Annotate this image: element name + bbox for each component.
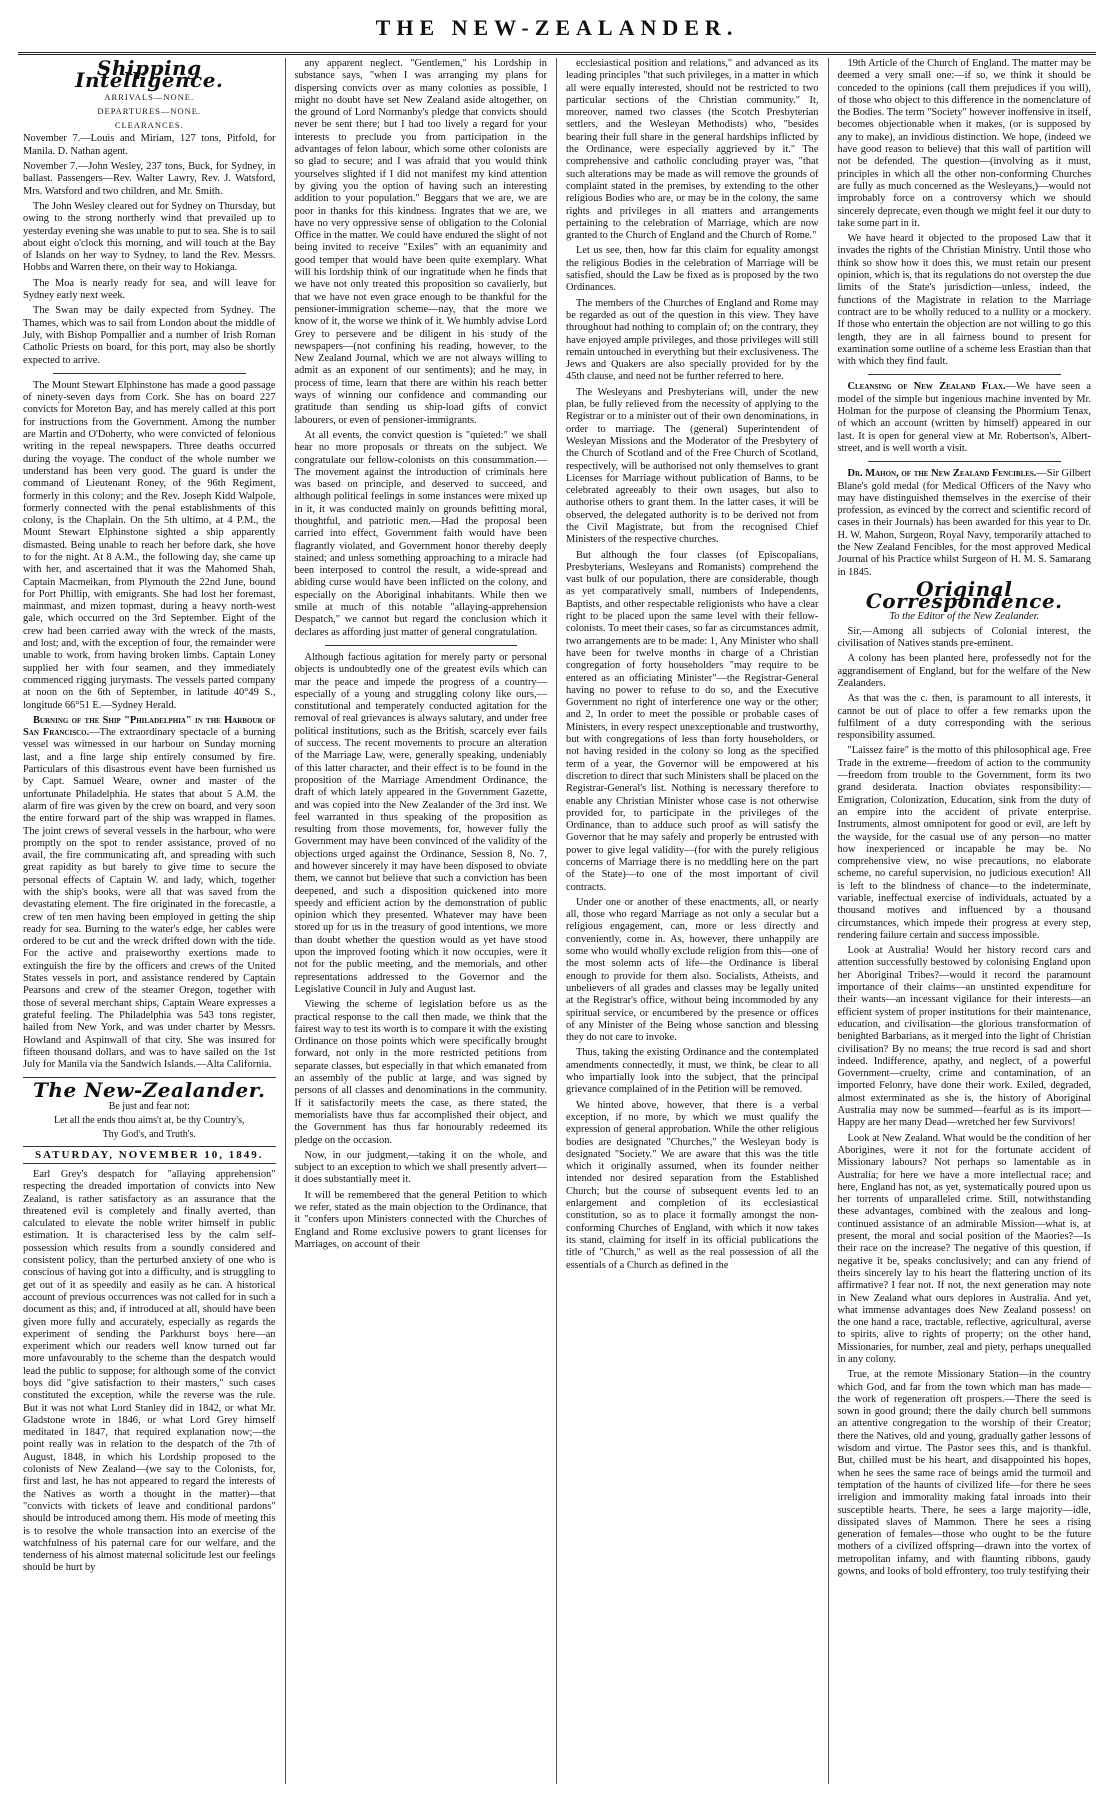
runin-heading: Burning of the Ship "Philadelphia" in the Harbour of San Francisco. bbox=[23, 714, 276, 739]
letter-paragraph: Look at New Zealand. What would be the condition of her Aborigines, were it not for the fortunate accident of Missionary labours? Not perhaps so lamentable as in Australia; for here we have a more intellectual race; and here, England has not, as yet, systematically poured upon us her torrents of unparalleled crime. Still, notwithstanding these advantages, combined with the zealous and long-continued assistance of an admirable Mission—what is, at present, the moral and social position of the Maories?—Is their race on the increase? The negative of this question, if negative it be, speaks conclusively; and can any friend of theirs sincerely lay to his heart the flattering unction of its affirmative? I fear not. If not, the next generation may note in New Zealand what ours deplores in Australia. And yet, what immense advantages does New Zealand possess! on the one hand a race, tractable, reflective, agricultural, averse to spirits, alive to rights of property; on the other hand, Missionaries, for number, zeal and piety, perhaps unequalled in any colony. bbox=[837, 1132, 1091, 1365]
column-4 bbox=[829, 58, 1101, 1784]
runin-heading: Dr. Mahon, of the New Zealand Fencibles. bbox=[847, 468, 1037, 480]
letter-paragraph: Sir,—Among all subjects of Colonial interest, the civilisation of Natives stands pre-eminent. bbox=[837, 625, 1091, 650]
paragraph-text: —The extraordinary spectacle of a burning vessel was witnessed in our harbour on Sunday morning last, and a fine large ship entirely consumed by fire. Particulars of this disastrous event have been furnished us by Capt. Samuel Weare, owner and master of the unfortunate Philadelphia. He states that about 5 A.M. the alarm of fire was given by the crew on board, and very soon the entire forward part of the ship was wrapped in flames. The joint crews of several vessels in the harbour, who were promptly on the spot to render assistance, proved of no avail, the fire communicating aft, and spreading with such great rapidity as but barely to give time to secure the personal effects of Captain W. and lady, which, together with the ship's books, were all that was saved from the devastating element. The fire originated in the forecastle, a crew of ten men having been employed in getting the ship ready for sea. Burning to the water's edge, her cables were ordered to be cut and the wreck drifted down with the tide. For the active and praiseworthy exertions made to extinguish the fire by the officers and crews of the United States vessels in port, and assistance rendered by Captain Pearsons and crew of the steamer Oregon, together with those of several merchant ships, Captain Weare expresses a grateful feeling. The Philadelphia was 543 tons register, hailed from New York, and was under charter by Messrs. Howland and Aspinwall of that city. She was insured for fifteen thousand dollars, and was to have sailed on the 1st July for Manila via the Sandwich Islands.—Alta California. bbox=[23, 727, 276, 1071]
editorial-paragraph: Under one or another of these enactments, all, or nearly all, those who regard Marriage as not only a secular but a religious engagement, can, more or less directly and conveniently, come in. As, however, there unhappily are some who would wholly exclude religion from this—one of the most solemn acts of life—the Ordinance is liberal enough to provide for them also. Socialists, Atheists, and unbelievers of all grades and classes may be legally united at the Registrar's office, without being incommoded by any spiritual service, or encumbered by the presence or offices of any Minister of the Being whose sanction and blessing they do not care to invoke. bbox=[566, 896, 819, 1044]
columns bbox=[14, 58, 1100, 1784]
shipping-heading: Shipping Intelligence. bbox=[75, 58, 224, 93]
newspaper-title: THE NEW-ZEALANDER. bbox=[375, 15, 739, 40]
editorial-paragraph: Earl Grey's despatch for "allaying apprehension" respecting the dreaded importation of convicts into New Zealand, is rather satisfactory as an assurance that the threatened evil is completely and finally averted, than calculated to elevate the noble writer himself in public estimation. It is characterised less by the calm self-possession which results from a soundly considered and consistent policy, than the perturbed anxiety of one who is conscious of having got into a difficulty, and is struggling to get out of it as speedily and easily as he can. A historical account of previous occurrences was not called for in such a document as this; and, if introduced at all, should have been given more fully and accurately, especially as regards the experiment of sending the Parkhurst boys here—an experiment which our readers well know turned out far more unfavourably to the scheme than the despatch would lead the public to suppose; for although some of the convict boys did "give satisfaction to their masters," such cases constituted the exception, while the reverse was the rule. But it was not what Lord Stanley did in 1842, or what Mr. Gladstone wrote in 1846, or what Lord Grey himself meditated in 1847, that required explanation now;—the point really was in relation to the despatch of the 7th of August, 1848, in which his Lordship proposed to the colonists of New Zealand—(we say to the Colonists, for, first and last, he has not appeared to regard the interests of the Natives as worth a thought in the matter)—that "convicts with tickets of leave and conditional pardons" should be introduced among them. His mode of meeting this is to resolve the whole transaction into an exercise of the watchfulness of his paternal care for our welfare, and the tenderness of his almost maternal solicitude lest our feelings should be hurt by bbox=[23, 1168, 276, 1574]
letter-paragraph: True, at the remote Missionary Station—in the country which God, and far from the town which man has made—the work of regeneration oft prospers.—There the seed is sown in good ground; there the daily church bell summons an attentive congregation to the worship of their Creator; there the Natives, old and young, gradually gather lessons of wisdom and virtue. The Pastor sees this, and is thankful. But, chilled must be his heart, and disappointed his hopes, when he sees the same race of beings amid the turmoil and temptation of the haunts of civilized life—for there he sees irreligion and immorality making fatal inroads into their susceptible hearts. There, he sees a large majority—idle, dissipated slaves of Mammon. There he sees a rising generation of females—those who ought to be the future mothers of a civilized offspring—drawn into the vortex of metropolitan infamy, and with flaunting ribbons, gaudy gowns, and looks of bold effrontery, too truly testifying their bbox=[837, 1369, 1091, 1578]
editorial-paragraph: We have heard it objected to the proposed Law that it invades the rights of the Christian Ministry. Until those who think so show how it does this, we must retain our present opinion, which is, that its regulations do not overstep the due limits of the State's jurisdiction—unless, indeed, the functions of the Magistrate in relation to the Marriage contract are to be wholly reduced to a nullity or a mockery. If those who entertain the objection are not willing to go this length, they are in all fairness bound to present for examination some outline of a scheme less Erastian than that with which they find fault. bbox=[837, 233, 1091, 368]
letter-paragraph: "Laissez faire" is the motto of this philosophical age. Free Trade in the extreme—freedom of action to the community—freedom from trouble to the Government, form its two grand desiderata. Inaction obviates responsibility:—Emigration, Colonization, Education, sink from the duty of an empire into the accident of private enterprise. Instruments, almost omnipotent for good or evil, are left by the wayside, for the casual use of any person—no matter how inexperienced or incapable he may be. No comprehensive view, no wise precautions, no elaborate scheme, no careful supervision, no judicious execution! All is left to the blindness of chance—to the indeterminate, variable, ineffectual exercise of individuals, actuated by a thousand motives and influenced by a thousand circumstances, which impede their progress at every step, rendering failure certain and success impossible. bbox=[837, 745, 1091, 941]
motto-line: Thy God's, and Truth's. bbox=[102, 1129, 196, 1141]
column-2 bbox=[286, 58, 558, 1784]
news-paragraph bbox=[838, 381, 1092, 455]
news-paragraph bbox=[838, 468, 1092, 579]
dateline: SATURDAY, NOVEMBER 10, 1849. bbox=[23, 1146, 276, 1164]
clearances-line: CLEARANCES. bbox=[114, 120, 184, 131]
editorial-paragraph: Now, in our judgment,—taking it on the whole, and subject to an exception to which we shall presently advert—it does substantially meet it. bbox=[294, 1149, 547, 1186]
letter-paragraph: Look at Australia! Would her history record cars and attention successfully bestowed by colonising England upon her Aboriginal Tribes?—would it record the paramount importance of their claims—an unstinted expenditure for their wants—an incessant vigilance for their interests—an efficient system of proper institutions for their maintenance, education, and civilisation—the glorious transformation of benighted Barbarians, as it merged into the light of Christian civilisation? By no means; the true record is sad and short indeed. Indifference, apathy, and neglect, of a powerful Government—cruelty, crime and contamination, of an imported Felonry, have done their work. Exiled, degraded, almost exterminated as she is, the history of Aboriginal Australia may now be summed—fearful as is its import—Happy are her many Dead—wretched her few Survivors! bbox=[837, 945, 1091, 1129]
shipping-paragraph bbox=[23, 715, 276, 1072]
shipping-paragraph: The Moa is nearly ready for sea, and will leave for Sydney early next week. bbox=[23, 277, 276, 302]
divider bbox=[325, 645, 518, 646]
divider bbox=[868, 461, 1062, 462]
editorial-paragraph: any apparent neglect. "Gentlemen," his Lordship in substance says, "when I was arranging my plans for dispersing convicts over as many colonies as possible, I might no doubt have set New Zealand aside altogether, on the ground of Lord Normanby's pledge that convicts should never be sent there; but I had too lively a regard for your interests to preclude you from participation in the advantages of felon labour, which some other colonists are so glad to secure; and I was afraid that you would think yourselves slighted if I did not manifest my kind attention by giving you the option of having such an interesting addition to your population." Beggars that we are, we are poor in thanks for this kindness. Ingrates that we are, we have no very oppressive sense of obligation to the Colonial Office in the matter. We could have endured the slight of not being invited to receive "Exiles" with an equanimity and good temper that would have been quite exemplary. What will his lordship think of our ingratitude when he finds that we have not only treated this proposition so cavalierly, but that we have not even grace enough to be thankful for the pensioner-immigration scheme—nay, that the more we know of it, the worse we think of it. We humbly advise Lord Grey to persevere and be diligent in his study of the newspapers—(not confining his reading, however, to the New Zealand Journal, which we are not always willing to admit as an exponent of our sentiments); and he may, in process of time, learn that there are within his reach better ways of winning our confidence and commanding our gratitude than sending us ship-load gifts of convict labourers, or even of pensioner-immigrants. bbox=[294, 58, 547, 426]
paragraph-text: —We have seen a model of the simple but ingenious machine invented by Mr. Holman for the purpose of cleansing the Phormium Tenax, of which an account (written by himself) appeared in our last. It is open for general view at Mr. Robertson's, Albert-street, and is well worth a visit. bbox=[837, 381, 1091, 454]
runin-heading: Cleansing of New Zealand Flax. bbox=[847, 381, 1006, 393]
shipping-paragraph: The Swan may be daily expected from Sydney. The Thames, which was to sail from London about the middle of July, with Bishop Pompallier and a number of Irish Roman Catholic Priests on board, for this port, may also be shortly expected to arrive. bbox=[23, 305, 276, 366]
editorial-paragraph: Although factious agitation for merely party or personal objects is undoubtedly one of the greatest evils which can mar the peace and impede the progress of a country—especially of a young and struggling colony like ours,—constitutional and temperately conducted agitation for the removal of real grievances is always salutary, and under free political institutions, such as the British, scarcely ever fails of success. The recent movements to procure an alteration of the Marriage Law, were, generally speaking, undeniably of this latter character, and their effect is to be found in the proposition of the Marriage Amendment Ordinance, the draft of which lately appeared in the Government Gazette, and was copied into the New Zealander of the 3rd inst. We feel warranted in thus speaking of the proposition as resulting from those movements, for, however fully the Government may have been convinced of the validity of the objections urged against the Ordinance, Session 8, No. 7, and however sincerely it may have been disposed to obviate them, we cannot but believe that such a conviction has been deepened, and such a disposition quickened into more speedy and efficient action by the demonstration of public opinion which they presented. Whatever may have been stored up for us in the treasury of good intentions, we more than doubt whether the question would as yet have stood upon the improved footing which it now occupies, were it not for the public meeting, and the memorials, and other representations addressed to the Governor and the Legislative Council in July and August last. bbox=[294, 651, 547, 995]
editorial-paragraph: 19th Article of the Church of England. The matter may be deemed a very small one:—if so, we think it should be conceded to the opinions (call them prejudices if you will), of those who object to this difference in the nomenclature of the Bodies. The term "Society" however inoffensive in itself, becomes objectionable when it makes, (or is supposed by any to make), an invidious distinction. We hope, (indeed we have good reason to believe) that this wall of partition will not be defended. The question—(involving as it must, principles in which all the other non-conforming Churches are fully as much concerned as the Wesleyans,)—would not improbably force on a controversy which we should sincerely deprecate, even though we might feel it our duty to take some part in it. bbox=[837, 58, 1091, 229]
divider bbox=[868, 374, 1062, 375]
editorial-paragraph: But although the four classes (of Episcopalians, Presbyterians, Wesleyans and Romanists) comprehend the vast bulk of our population, there are considerable, though as yet comparatively small, numbers of Independents, Baptists, and other respectable religionists who have a clear right to be placed upon the same level with their fellow-colonists. To meet their cases, so far as circumstances admit, two arrangements are to be made: 1, Any Minister who shall have been for twelve months in charge of a Christian congregation of forty householders "may require to be entered as an officiating Minister"—the Registrar-General having no power to refuse to do so, and the Executive Government no right of interference one way or the other; and 2, In order to meet the possible or probable cases of Ministers, in every respect unexceptionable and trustworthy, but with congregations of less than forty householders, or not having resided in the colony so long as the specified term of a year, the Governor will be empowered at his discretion to direct that such Ministers shall be placed on the Registrar-General's list. Nothing is necessary therefore to enable any Christian Minister whose case is not otherwise provided for, to participate in the privileges of the Ordinance, than to adduce such proof as will satisfy the Governor that he may safely and properly be entrusted with power to give legal validity—(for with the purely religious concerns of Marriage there is no meddling here on the part of the State)—to one of the most important of civil contracts. bbox=[566, 549, 819, 893]
editorial-paragraph: At all events, the convict question is "quieted:" we shall hear no more proposals or threats on the subject. We congratulate our fellow-colonists on this consummation.—The movement against the introduction of criminals here was based on principle, and deserved to succeed, and although political feelings in some instances were mixed up in it, it was conducted mainly on grounds befitting moral, thoughtful, and patriotic men.—Had the proposal been carried into effect, Government faith would have been flagrantly violated, and Government honor thereby deeply stained; and unless something approaching to a miracle had been interposed to control the result, a wide-spread and abiding curse would have been inflicted on the colony, and especially on the Aboriginal inhabitants. While then we smile at much of this notable "allaying-apprehension Despatch," we cannot but regard the conclusion which it declares as affording just matter of general congratulation. bbox=[294, 429, 547, 638]
editorial-paragraph: Thus, taking the existing Ordinance and the contemplated amendments connectedly, it must, we think, be clear to all who impartially look into the subject, that the principal grievance complained of in the Petition will be removed. bbox=[566, 1047, 819, 1096]
correspondence-subheading: To the Editor of the New Zealander. bbox=[889, 611, 1040, 623]
correspondence-heading: Original Correspondence. bbox=[865, 576, 1063, 614]
letter-paragraph: As that was the c. then, is paramount to all interests, it cannot be out of place to offer a few remarks upon the fulfilment of a duty corresponding with the serious responsibility assumed. bbox=[837, 693, 1091, 742]
letter-paragraph: A colony has been planted here, professedly not for the aggrandisement of England, but for the welfare of the New Zealanders. bbox=[837, 653, 1091, 689]
clearance-entry: November 7.—Louis and Miriam, 127 tons, Pitfold, for Manila. D. Nathan agent. bbox=[23, 133, 276, 157]
divider bbox=[53, 373, 246, 374]
paper-heading: The New-Zealander. bbox=[33, 1078, 266, 1103]
editorial-paragraph: Let us see, then, how far this claim for equality amongst the religious Bodies in the celebration of Marriage will be satisfied, should the Law be fixed as is proposed by the two Ordinances. bbox=[566, 245, 819, 294]
column-1 bbox=[14, 58, 286, 1784]
motto-line: Be just and fear not: bbox=[108, 1100, 190, 1112]
masthead bbox=[18, 8, 1096, 55]
shipping-paragraph: The Mount Stewart Elphinstone has made a good passage of ninety-seven days from Cork. She has on board 227 convicts for Moreton Bay, and has merely called at this port for instructions from the Government. Among the number are Martin and O'Doherty, who were convicted of felonious writing in the repeal newspapers. Three deaths occurred during the voyage. The conduct of the whole number we understand has been very good. The guard is under the command of Lieutenant Roney, of the 96th Regiment, formerly in this colony; and the Rev. Joseph Kidd Walpole, formerly connected with the penal establishments of this colony, is the Chaplain. On the 5th ultimo, at 4 P.M., the Mount Stewart Elphinstone sighted a ship apparently dismasted. Being unable to reach her before dark, she hove to for the night. At 8 A.M., the following day, she came up with her, and ascertained that it was the Mahomed Shah, Captain Macmeikan, from Plymouth the 22nd June, bound for Port Phillip, with emigrants. She had lost her foremast, mainmast, and mizen topmast, during a heavy north-west gale, which occurred on the 3rd September. Eight of the crew had been carried away with the wreck of the masts, and lost; and, with the exception of four, the remainder were unable to work, from having broken limbs. Captain Loney supplied her with four seamen, and they immediately commenced rigging jurymasts. The vessels parted company at noon on the 6th of September, in latitude 40°49 S., longitude 66°51 E.—Sydney Herald. bbox=[23, 379, 276, 711]
editorial-paragraph: It will be remembered that the general Petition to which we refer, stated as the main objection to the Ordinance, that it "confers upon Ministers connected with the Churches of England and Rome exclusive powers to grant licenses for Marriages, on account of their bbox=[294, 1189, 547, 1250]
column-3 bbox=[557, 58, 829, 1784]
editorial-paragraph: Viewing the scheme of legislation before us as the practical response to the call then made, we think that the fairest way to test its worth is to compare it with the existing Ordinance on those points which were specifically brought forward, not only in the more restricted petitions from separate classes, but especially in that which emanated from an assembly of the public at large, and was signed by persons of all classes and denominations in the community. If it satisfactorily meets the case, as there stated, the memorialists have thus far accomplished their object, and the Government has thus far honourably redeemed its pledge on the occasion. bbox=[294, 999, 547, 1146]
motto-line: Let all the ends thou aims't at, be thy Country's, bbox=[53, 1115, 245, 1127]
arrivals-line: ARRIVALS—NONE. bbox=[104, 91, 195, 102]
editorial-paragraph: We hinted above, however, that there is a verbal exception, if no more, by which we must qualify the expression of general approbation. While the other religious bodies are designated "Churches," the Wesleyan body is designated "Society." We are aware that this was the title which it originally assumed, when its founder neither intended nor desired separation from the Established Church; but the course of subsequent events led to an enlargement and completion of its ecclesiastical constitution, so as to place it formally amongst the non-conforming Churches of England, with which it now takes its stand, claiming for itself in its official publications the title of "Church," as well as the real possession of all the essentials of a Church as defined in the bbox=[566, 1099, 819, 1271]
editorial-paragraph: ecclesiastical position and relations," and advanced as its leading principles "that such privileges, in a matter in which all were equally interested, should not be restricted to two particular sections of the Christian community." It, moreover, named two classes (the Scotch Presbyterian settlers, and the Wesleyan Methodists) who, "besides bearing their full share in the general hardships inflicted by the Ordinance, were especially aggrieved by it." The comprehensive and catholic concluding prayer was, "that such alterations may be made as will remove the grounds of complaint stated in the premises, by extending to the other religious Bodies who are, or may be in the colony, the same rights and privileges in all matters and arrangements pertaining to the celebration of Marriage, which are now granted to the Church of England and the Church of Rome." bbox=[566, 58, 819, 242]
clearance-entry: November 7.—John Wesley, 237 tons, Buck, for Sydney, in ballast. Passengers—Rev. Walter Lawry, Rev. J. Watsford, Mrs. Watsford and two children, and Mr. Smith. bbox=[23, 161, 276, 197]
paragraph-text: —Sir Gilbert Blane's gold medal (for Medical Officers of the Navy who may have distinguished themselves in the exercise of their profession, as evinced by the correct and scientific record of cases in their Journals) has been awarded for this year to Dr. H. W. Mahon, Surgeon, Royal Navy, temporarily attached to the New Zealand Fencibles, for the most approved Medical Journal of his Practice whilst Surgeon of H. M. S. Samarang in 1845. bbox=[837, 468, 1091, 578]
editorial-paragraph: The Wesleyans and Presbyterians will, under the new plan, be fully relieved from the necessity of applying to the Registrar or to a minister out of their own denominations, in order to marriage. The (general) Superintendent of Wesleyan Missions and the Moderator of the Presbytery of the Church of Scotland and of the Free Church of Scotland, respectively, will be authorised not only themselves to grant Licenses for Marriage without publication of Banns, to be celebrated agreeably to their own usages, but also to authorise others to grant them. In the latter cases, it will be observed, the delegated authority is to be derived not from the Civil Magistrate, but from the recognised Chief Ministers of the respective churches. bbox=[566, 386, 819, 546]
departures-line: DEPARTURES—NONE. bbox=[97, 105, 202, 116]
shipping-paragraph: The John Wesley cleared out for Sydney on Thursday, but owing to the strong northerly wind that prevailed up to yesterday evening she was unable to put to sea. She is to sail about eight o'clock this morning, and will touch at the Bay of Islands on her way to Sydney, to land the Rev. Messrs. Hobbs and Warren there, on their way to Hokianga. bbox=[23, 200, 276, 274]
editorial-paragraph: The members of the Churches of England and Rome may be regarded as out of the question in this view. They have throughout had nothing to complain of; on the contrary, they have enjoyed ample privileges, and those privileges will still remain untouched in everything but their exclusiveness. The Jews and Quakers are also specially provided for by the 45th clause, and need not be further referred to here. bbox=[566, 297, 819, 383]
